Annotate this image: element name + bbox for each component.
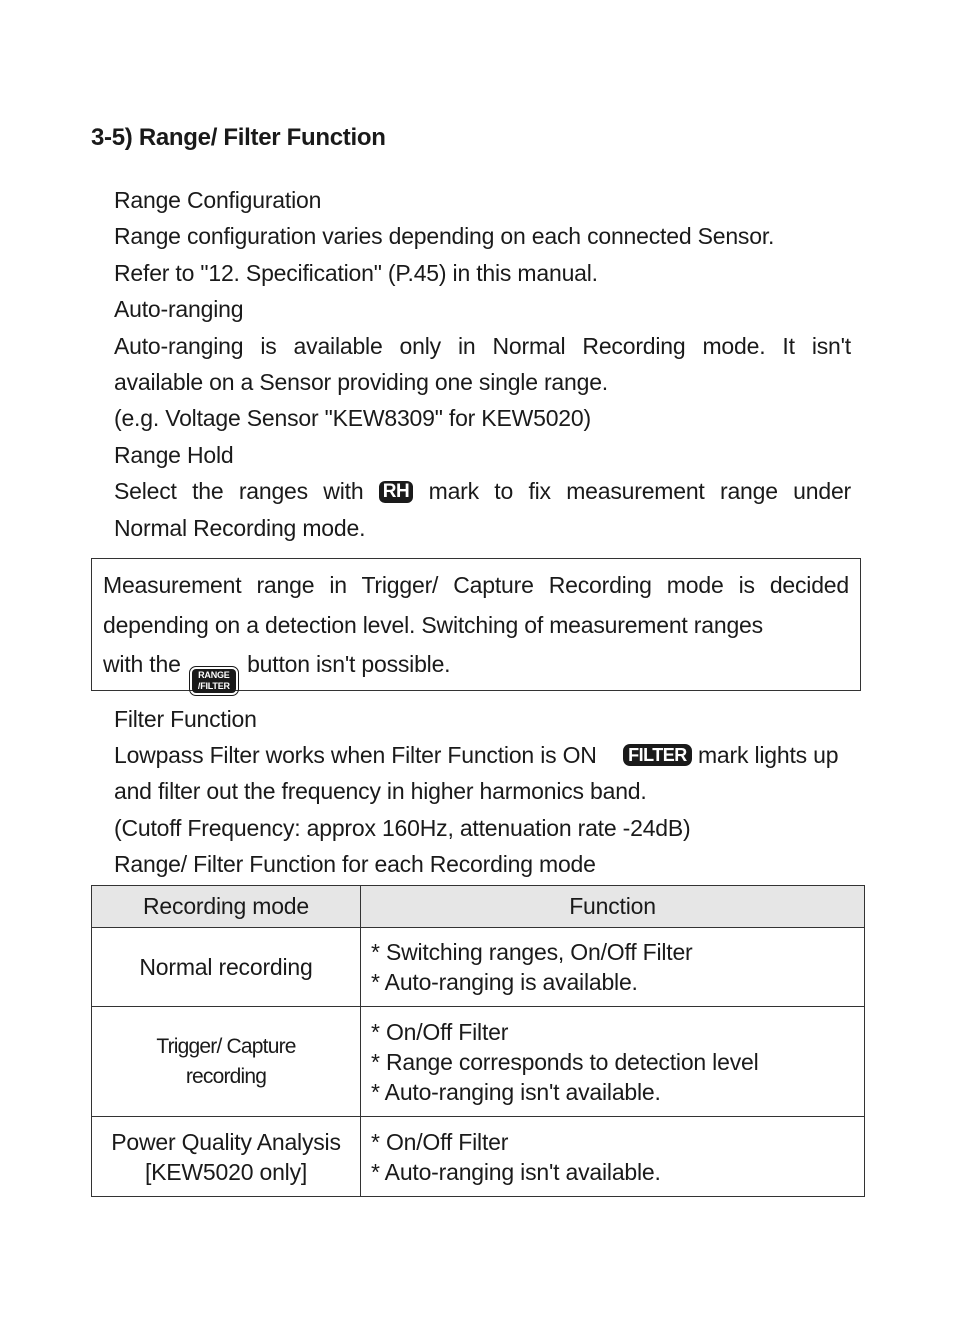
section-heading: 3-5) Range/ Filter Function [91,124,386,151]
note-line-2: depending on a detection level. Switching of measurement ranges [103,612,763,638]
note-text-post: button isn't possible. [247,651,451,677]
auto-ranging-line-2: available on a Sensor providing one single range. [114,369,608,395]
note-line-3 [103,649,450,696]
function-item: * Range corresponds to detection level [371,1047,854,1077]
function-item: * On/Off Filter [371,1017,854,1047]
table-row [92,1007,865,1117]
range-config-line-1: Range configuration varies depending on each connected Sensor. [114,223,775,249]
range-config-line-2: Refer to "12. Specification" (P.45) in this manual. [114,260,598,286]
range-hold-line-1 [114,476,851,506]
mode-cell [92,928,361,1007]
function-cell [361,928,865,1007]
function-item: * Auto-ranging isn't available. [371,1157,854,1187]
auto-ranging-title: Auto-ranging [114,296,244,322]
range-filter-button-bottom: /FILTER [197,681,230,691]
filter-title: Filter Function [114,706,257,732]
note-line-1: Measurement range in Trigger/ Capture Recording mode is decided [103,572,849,598]
function-cell [361,1117,865,1197]
filter-text-post: mark lights up [697,742,839,768]
table-row [92,1117,865,1197]
auto-ranging-example: (e.g. Voltage Sensor "KEW8309" for KEW5020) [114,405,591,431]
mode-label: Power Quality Analysis [111,1128,341,1155]
header-recording-mode: Recording mode [92,886,361,928]
auto-ranging-line-1: Auto-ranging is available only in Normal Recording mode. It isn't [114,333,851,359]
recording-mode-table [91,885,865,1197]
mode-label: Normal recording [139,954,313,980]
note-box [91,558,861,691]
range-hold-text-post: mark to fix measurement range under [428,478,851,504]
range-hold-line-2: Normal Recording mode. [114,515,366,541]
range-filter-button-icon [189,666,239,696]
mode-label-line-2: recording [185,1064,267,1088]
table-row [92,928,865,1007]
function-cell [361,1007,865,1117]
range-config-title: Range Configuration [114,187,322,213]
rh-mark-icon: RH [379,481,413,503]
function-item: * Auto-ranging is available. [371,967,854,997]
function-item: * On/Off Filter [371,1127,854,1157]
filter-line-1 [114,740,838,770]
range-hold-title: Range Hold [114,442,234,468]
range-hold-text-pre: Select the ranges with [114,478,364,504]
table-header-row [92,886,865,928]
mode-cell [92,1007,361,1117]
note-text-pre: with the [103,651,181,677]
mode-label: Trigger/ Capture [156,1034,296,1058]
filter-line-2: and filter out the frequency in higher harmonics band. [114,778,647,804]
filter-mark-icon: FILTER [623,744,692,766]
function-item: * Switching ranges, On/Off Filter [371,937,854,967]
filter-text-pre: Lowpass Filter works when Filter Function is ON [114,742,597,768]
table-caption: Range/ Filter Function for each Recording mode [114,851,596,877]
header-function: Function [361,886,865,928]
function-item: * Auto-ranging isn't available. [371,1077,854,1107]
filter-cutoff: (Cutoff Frequency: approx 160Hz, attenuation rate -24dB) [114,815,691,841]
mode-label-line-2: [KEW5020 only] [144,1158,308,1185]
mode-cell [92,1117,361,1197]
range-filter-button-top: RANGE [198,670,230,680]
